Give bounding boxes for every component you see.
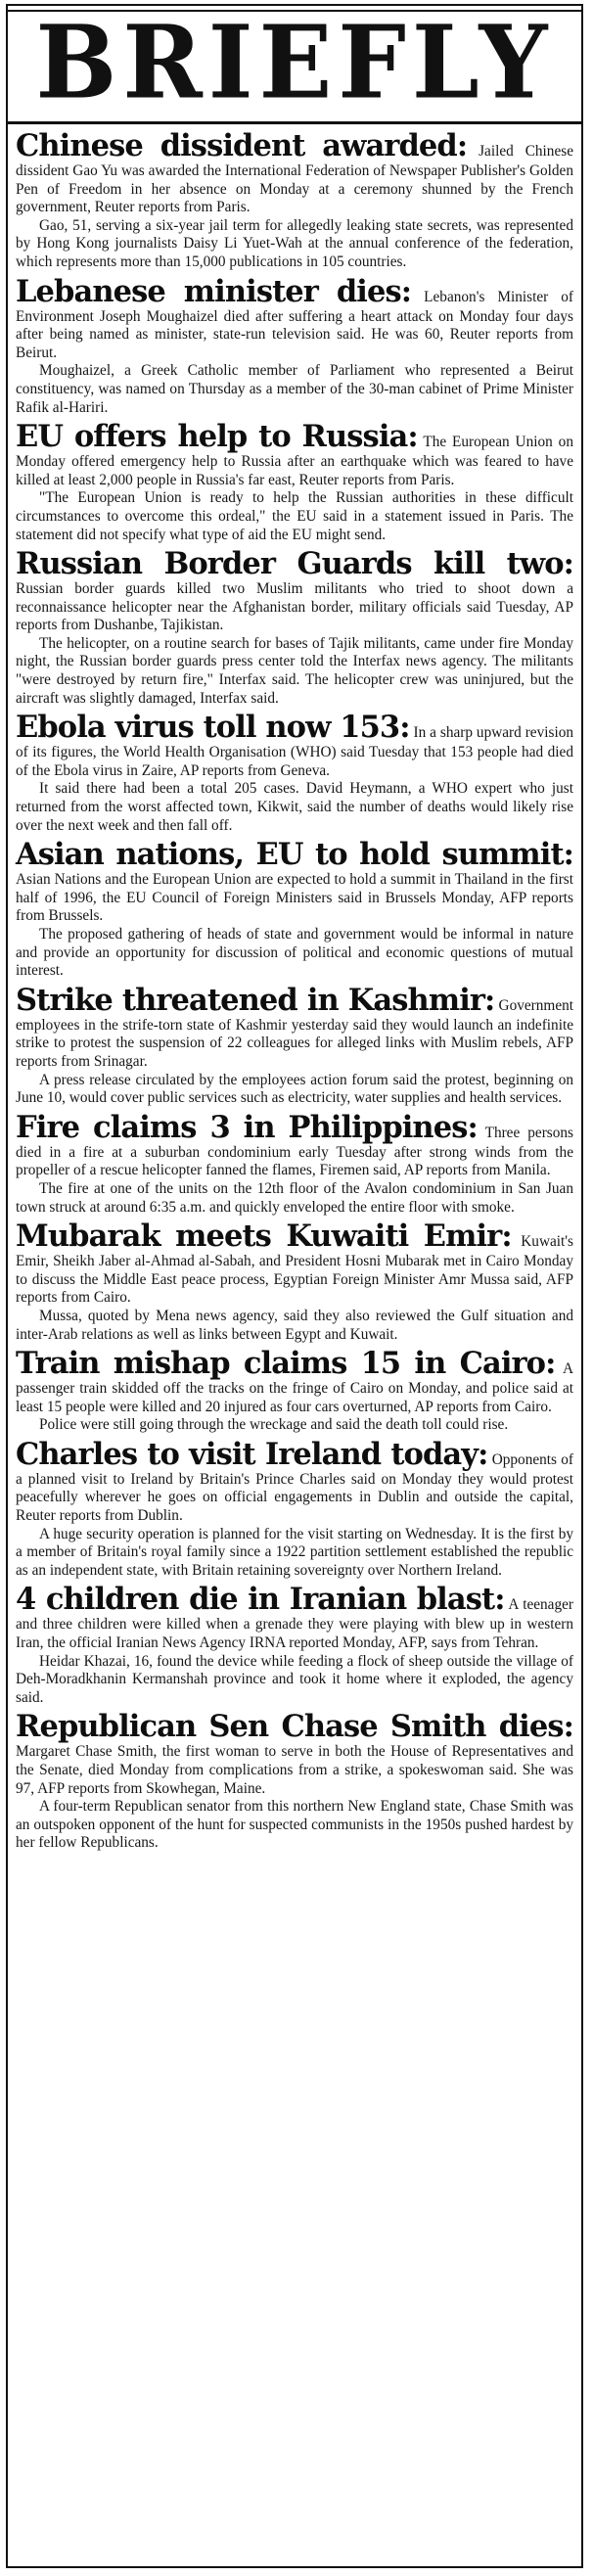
brief-headline: Charles to visit Ireland today: (16, 1436, 488, 1472)
brief-body-paragraph: The proposed gathering of heads of state and government would be informal in nature and provide an opportunity for discussion of political and economic questions of mutual interest. (16, 926, 573, 980)
news-brief (16, 421, 573, 544)
brief-lead-text: Margaret Chase Smith, the first woman to serve in both the House of Representatives and the Senate, died Monday from complications from a strike, a spokeswoman said. She was 97, AFP reports from Skowhegan, Maine. (16, 1743, 573, 1797)
brief-lead-paragraph (16, 130, 573, 217)
brief-headline: Republican Sen Chase Smith dies: (16, 1709, 573, 1745)
brief-lead-text: Asian Nations and the European Union are expected to hold a summit in Thailand in the first half of 1996, the EU Council of Foreign Ministers said in Brussels Monday, AFP reports from Brussels. (16, 871, 573, 925)
brief-lead-text: A teenager and three children were killed when a grenade they were playing with blew up in western Iran, the official Iranian News Agency IRNA reported Monday, AFP, says from Tehran. (16, 1596, 573, 1652)
articles-list (16, 130, 573, 1853)
news-brief (16, 1220, 573, 1344)
brief-headline: Ebola virus toll now 153: (16, 710, 410, 746)
brief-headline: Russian Border Guards kill two: (16, 546, 573, 582)
brief-body-paragraph: A press release circulated by the employees action forum said the protest, beginning on June 10, would cover public services such as electricity, water supplies and health services. (16, 1071, 573, 1107)
masthead-title: BRIEFLY (35, 6, 554, 122)
brief-lead-paragraph (16, 548, 573, 635)
news-brief (16, 712, 573, 835)
brief-body-paragraph: It said there had been a total 205 cases. David Heymann, a WHO expert who just returned from the worst affected town, Kikwit, said the number of deaths would likely rise over the next week and then fall off. (16, 780, 573, 834)
brief-lead-paragraph (16, 421, 573, 489)
brief-body-paragraph: A four-term Republican senator from this northern New England state, Chase Smith was an outspoken opponent of the hunt for suspected communists in the 1950s pushed hardest by her fellow Republicans. (16, 1798, 573, 1852)
brief-headline: Lebanese minister dies: (16, 273, 412, 309)
brief-headline: Chinese dissident awarded: (16, 128, 468, 163)
brief-lead-text: In a sharp upward revision of its figures, the World Health Organisation (WHO) said Tuesday that 153 people had died of the Ebola virus in Zaire, AP reports from Geneva. (16, 724, 573, 779)
news-brief (16, 548, 573, 708)
brief-lead-paragraph (16, 1109, 573, 1180)
brief-lead-paragraph (16, 1220, 573, 1308)
brief-headline: Train mishap claims 15 in Cairo: (16, 1346, 556, 1382)
brief-headline: Asian nations, EU to hold summit: (16, 837, 573, 873)
brief-headline: Mubarak meets Kuwaiti Emir: (16, 1219, 512, 1255)
brief-headline: 4 children die in Iranian blast: (16, 1582, 505, 1618)
brief-body-paragraph: The fire at one of the units on the 12th floor of the Avalon condominium in San Juan town struck at around 6:35 a.m. and quickly enveloped the entire floor with smoke. (16, 1179, 573, 1216)
brief-headline: EU offers help to Russia: (16, 419, 418, 455)
brief-headline: Strike threatened in Kashmir: (16, 982, 495, 1018)
brief-lead-paragraph (16, 1584, 573, 1652)
news-brief (16, 1436, 573, 1581)
brief-lead-text: Three persons died in a fire at a suburban condominium early Tuesday after strong winds from the propeller of a rescue helicopter fanned the flames, Firemen said, AP reports from Manila. (16, 1124, 573, 1179)
brief-lead-text: Kuwait's Emir, Sheikh Jaber al-Ahmad al-Sabah, and President Hosni Mubarak met in Cairo Monday to discuss the Middle East peace process, Egyptian Foreign Minister Amr Mussa said, AFP reports from Cairo. (16, 1233, 573, 1307)
news-brief (16, 1711, 573, 1853)
brief-lead-text: The European Union on Monday offered emergency help to Russia after an earthquake which was feared to have killed at least 2,000 people in Russia's far east, Reuter reports from Paris. (16, 434, 573, 488)
brief-body-paragraph: Gao, 51, serving a six-year jail term for allegedly leaking state secrets, was represented by Hong Kong journalists Daisy Li Yuet-Wah at the annual conference of the federation, which represents more than 15,000 publications in 105 countries. (16, 216, 573, 270)
brief-lead-paragraph (16, 1348, 573, 1416)
brief-lead-paragraph (16, 839, 573, 926)
brief-body-paragraph: The helicopter, on a routine search for bases of Tajik militants, came under fire Monday night, the Russian border guards press center told the Interfax news agency. The militants "were destroyed by return fire," Interfax said. The helicopter crew was uninjured, but the aircraft was slightly damaged, Interfax said. (16, 634, 573, 707)
brief-lead-text: Jailed Chinese dissident Gao Yu was awarded the International Federation of Newspaper Publisher's Golden Pen of Freedom in her absence on Monday at a ceremony shunned by the French government, Reuter reports from Paris. (16, 143, 573, 216)
news-brief (16, 982, 574, 1108)
brief-body-paragraph: Moughaizel, a Greek Catholic member of Parliament who represented a Beirut constituency, was named on Thursday as a member of the 30-man cabinet of Prime Minister Rafik al-Hariri. (16, 362, 573, 416)
news-brief (16, 130, 573, 272)
brief-body-paragraph: Police were still going through the wreckage and said the death toll could rise. (39, 1416, 509, 1434)
news-brief (16, 839, 573, 981)
brief-lead-paragraph (16, 273, 574, 363)
newspaper-column (6, 4, 583, 2568)
brief-lead-text: Opponents of a planned visit to Ireland by Britain's Prince Charles said on Monday they would protest peacefully wherever he goes on official engagements in Dublin and outside the capital, Reuter reports from Dublin. (16, 1450, 573, 1525)
brief-body-paragraph: Mussa, quoted by Mena news agency, said they also reviewed the Gulf situation and inter-Arab relations as well as links between Egypt and Kuwait. (16, 1307, 573, 1343)
brief-body-paragraph: A huge security operation is planned for the visit starting on Wednesday. It is the first by a member of Britain's royal family since a 1922 partition settlement established the republic as an independent state, with Britain retaining sovereignty over Northern Ireland. (16, 1525, 573, 1579)
brief-lead-paragraph (16, 1711, 573, 1798)
brief-body-paragraph: "The European Union is ready to help the Russian authorities in these difficult circumstances to overcome this ordeal," the EU said in a statement issued in Paris. The statement did not specify what type of aid the EU might send. (16, 489, 573, 543)
brief-lead-text: Russian border guards killed two Muslim militants who tried to shoot down a reconnaissance helicopter near the Afghanistan border, military officials said Tuesday, AP reports from Dushanbe, Tajikistan. (16, 580, 573, 634)
brief-headline: Fire claims 3 in Philippines: (16, 1109, 478, 1145)
brief-body-paragraph: Heidar Khazai, 16, found the device while feeding a flock of sheep outside the village of Deh-Moradkhanin Kermanshah province and took it home where it exploded, the agency said. (16, 1652, 573, 1706)
news-brief (16, 273, 574, 418)
brief-lead-text: A passenger train skidded off the tracks on the fringe of Cairo on Monday, and police said at least 15 people were killed and 20 injured as four cars overturned, AP reports from Cairo. (16, 1360, 574, 1415)
masthead (8, 6, 581, 124)
brief-lead-paragraph (16, 982, 574, 1072)
news-brief (16, 1584, 573, 1707)
brief-lead-paragraph (16, 1436, 573, 1526)
brief-lead-text: Government employees in the strife-torn state of Kashmir yesterday said they would launch an indefinite strike to protest the suspension of 22 colleagues for alleged links with Muslim rebels, AFP reports from Srinagar. (16, 996, 574, 1070)
brief-lead-text: Lebanon's Minister of Environment Joseph Moughaizel died after suffering a heart attack on Monday four days after being named as minister, state-run television said. He was 60, Reuter reports from Beirut. (16, 288, 574, 361)
news-brief (16, 1109, 573, 1217)
news-brief (16, 1348, 573, 1435)
brief-lead-paragraph (16, 712, 573, 780)
